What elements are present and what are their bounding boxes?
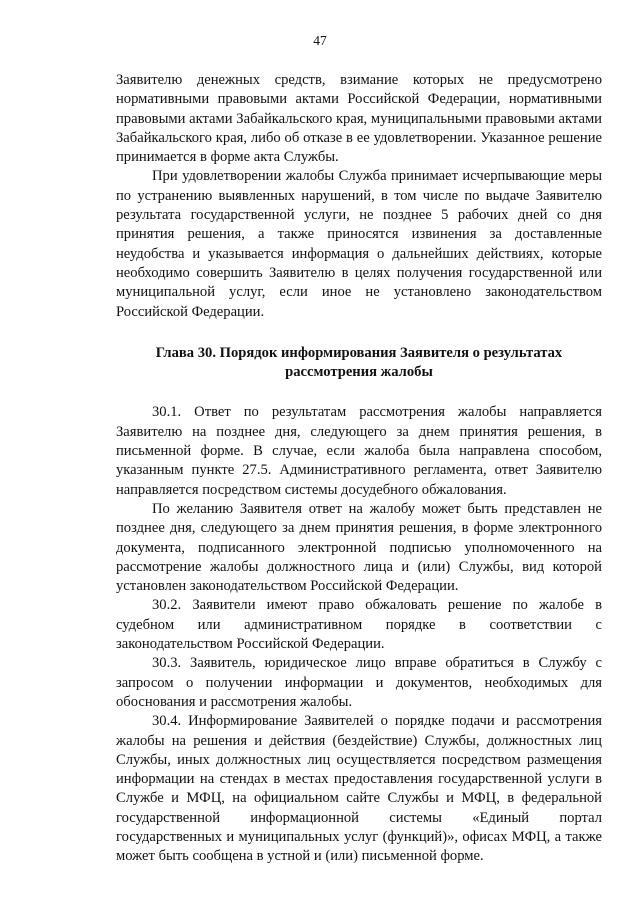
document-body xyxy=(116,71,602,867)
chapter-heading-line2: рассмотрения жалобы xyxy=(285,364,433,381)
paragraph-electronic-response: По желанию Заявителя ответ на жалобу может быть представлен не позднее дня, следующего за днем принятия решения, в форме электронного документа, подписанного электронной подписью уполномоченного на рассмотрение жалобы должностного лица и (или) Службы, вид которой установлен законодательством Российской Федерации. xyxy=(116,500,602,595)
paragraph-30-3: 30.3. Заявитель, юридическое лицо вправе обратиться в Службу с запросом о получении информации и документов, необходимых для обоснования и рассмотрения жалобы. xyxy=(116,655,602,710)
paragraph-satisfaction-measures: При удовлетворении жалобы Служба принимает исчерпывающие меры по устранению выявленных нарушений, в том числе по выдаче Заявителю результата государственной услуги, не позднее 5 рабочих дней со дня принятия решения, а также приносятся извинения за доставленные неудобства и указывается информация о дальнейших действиях, которые необходимо совершить Заявителю в целях получения государственной или муниципальной услуг, если иное не установлено законодательством Российской Федерации. xyxy=(116,168,602,320)
paragraph-30-2: 30.2. Заявители имеют право обжаловать решение по жалобе в судебном или административном порядке в соответствии с законодательством Российской Федерации. xyxy=(116,597,602,653)
chapter-heading xyxy=(116,344,602,383)
page-number: 47 xyxy=(313,33,327,48)
paragraph-continuation: Заявителю денежных средств, взимание которых не предусмотрено нормативными правовыми актами Российской Федерации, нормативными правовыми актами Забайкальского края, муниципальными правовыми актами Забайкальского края, либо об отказе в ее удовлетворении. Указанное решение принимается в форме акта Службы. xyxy=(116,72,602,166)
chapter-heading-line1: Глава 30. Порядок информирования Заявителя о результатах xyxy=(155,344,563,361)
paragraph-30-4: 30.4. Информирование Заявителей о порядке подачи и рассмотрения жалобы на решения и действия (бездействие) Службы, должностных лиц Службы, иных должностных лиц осуществляется посредством размещения информации на стендах в местах предоставления государственной услуги в Службе и МФЦ, на официальном сайте Службы и МФЦ, в федеральной государственной информационной системы «Единый портал государственных и муниципальных услуг (функций)», офисах МФЦ, а также может быть сообщена в устной и (или) письменной форме. xyxy=(116,713,602,865)
paragraph-30-1: 30.1. Ответ по результатам рассмотрения жалобы направляется Заявителю на позднее дня, следующего за днем принятия решения, в письменной форме. В случае, если жалоба была направлена способом, указанным пункте 27.5. Административного регламента, ответ Заявителю направляется посредством системы досудебного обжалования. xyxy=(116,404,602,498)
